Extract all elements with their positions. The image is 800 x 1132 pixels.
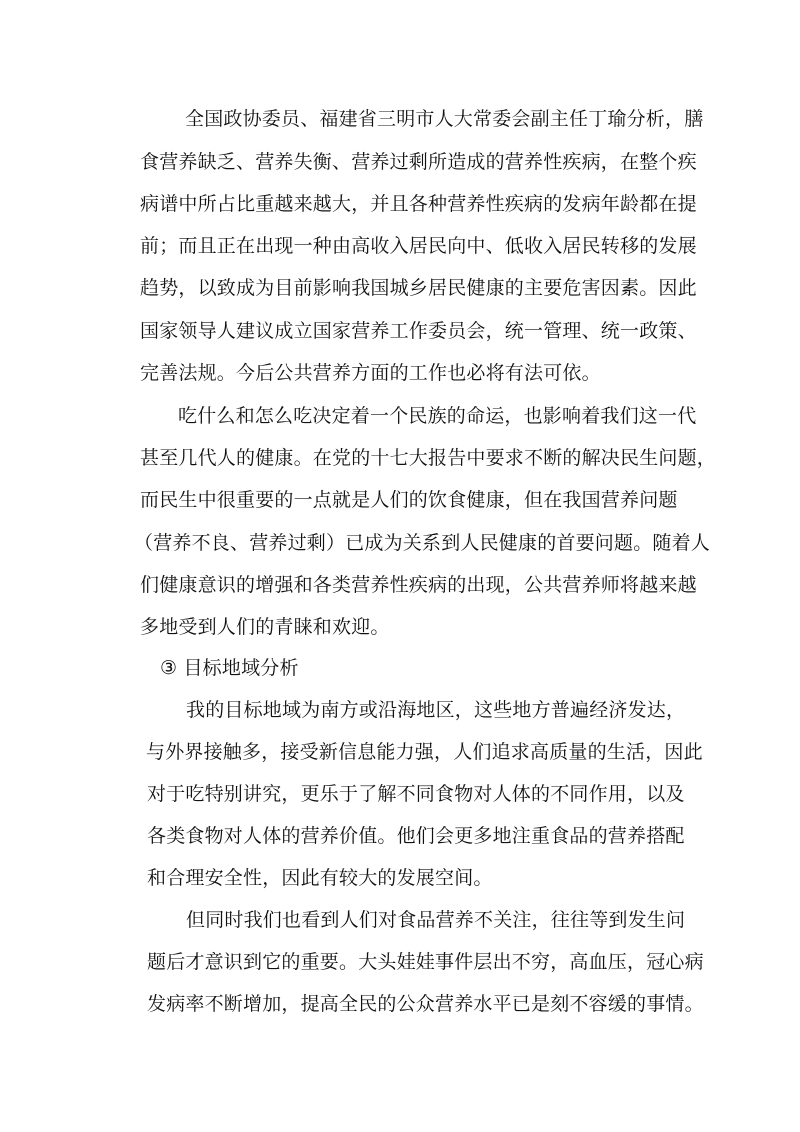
text-line: 题后才意识到它的重要。大头娃娃事件层出不穷，高血压，冠心病	[147, 951, 704, 973]
text-line: 我的目标地域为南方或沿海地区，这些地方普遍经济发达，	[186, 699, 686, 721]
text-line: 多地受到人们的青睐和欢迎。	[140, 616, 390, 638]
section-heading: ③ 目标地域分析	[160, 657, 299, 679]
text-line: 全国政协委员、福建省三明市人大常委会副主任丁瑜分析，膳	[185, 108, 704, 130]
text-line: 病谱中所占比重越来越大，并且各种营养性疾病的发病年龄都在提	[140, 193, 697, 215]
text-line: 甚至几代人的健康。在党的十七大报告中要求不断的解决民生问题，	[140, 447, 717, 469]
text-line: 和合理安全性，因此有较大的发展空间。	[147, 867, 493, 889]
text-line: 而民生中很重要的一点就是人们的饮食健康，但在我国营养问题	[140, 489, 678, 511]
text-line: 对于吃特别讲究，更乐于了解不同食物对人体的不同作用，以及	[147, 783, 685, 805]
text-line: 前；而且正在出现一种由高收入居民向中、低收入居民转移的发展	[140, 235, 697, 257]
text-line: 与外界接触多，接受新信息能力强，人们追求高质量的生活，因此	[146, 741, 703, 763]
text-line: 发病率不断增加，提高全民的公众营养水平已是刻不容缓的事情。	[147, 993, 704, 1015]
text-line: 国家领导人建议成立国家营养工作委员会，统一管理、统一政策、	[140, 320, 697, 342]
text-line: 各类食物对人体的营养价值。他们会更多地注重食品的营养搭配	[147, 825, 685, 847]
text-line: 们健康意识的增强和各类营养性疾病的出现，公共营养师将越来越	[140, 574, 697, 596]
text-line: （营养不良、营养过剩）已成为关系到人民健康的首要问题。随着人	[134, 532, 711, 554]
text-line: 趋势，以致成为目前影响我国城乡居民健康的主要危害因素。因此	[140, 277, 697, 299]
text-line: 但同时我们也看到人们对食品营养不关注，往往等到发生问	[186, 909, 686, 931]
text-line: 完善法规。今后公共营养方面的工作也必将有法可依。	[140, 362, 601, 384]
text-line: 食营养缺乏、营养失衡、营养过剩所造成的营养性疾病，在整个疾	[140, 151, 697, 173]
text-line: 吃什么和怎么吃决定着一个民族的命运，也影响着我们这一代	[178, 405, 697, 427]
